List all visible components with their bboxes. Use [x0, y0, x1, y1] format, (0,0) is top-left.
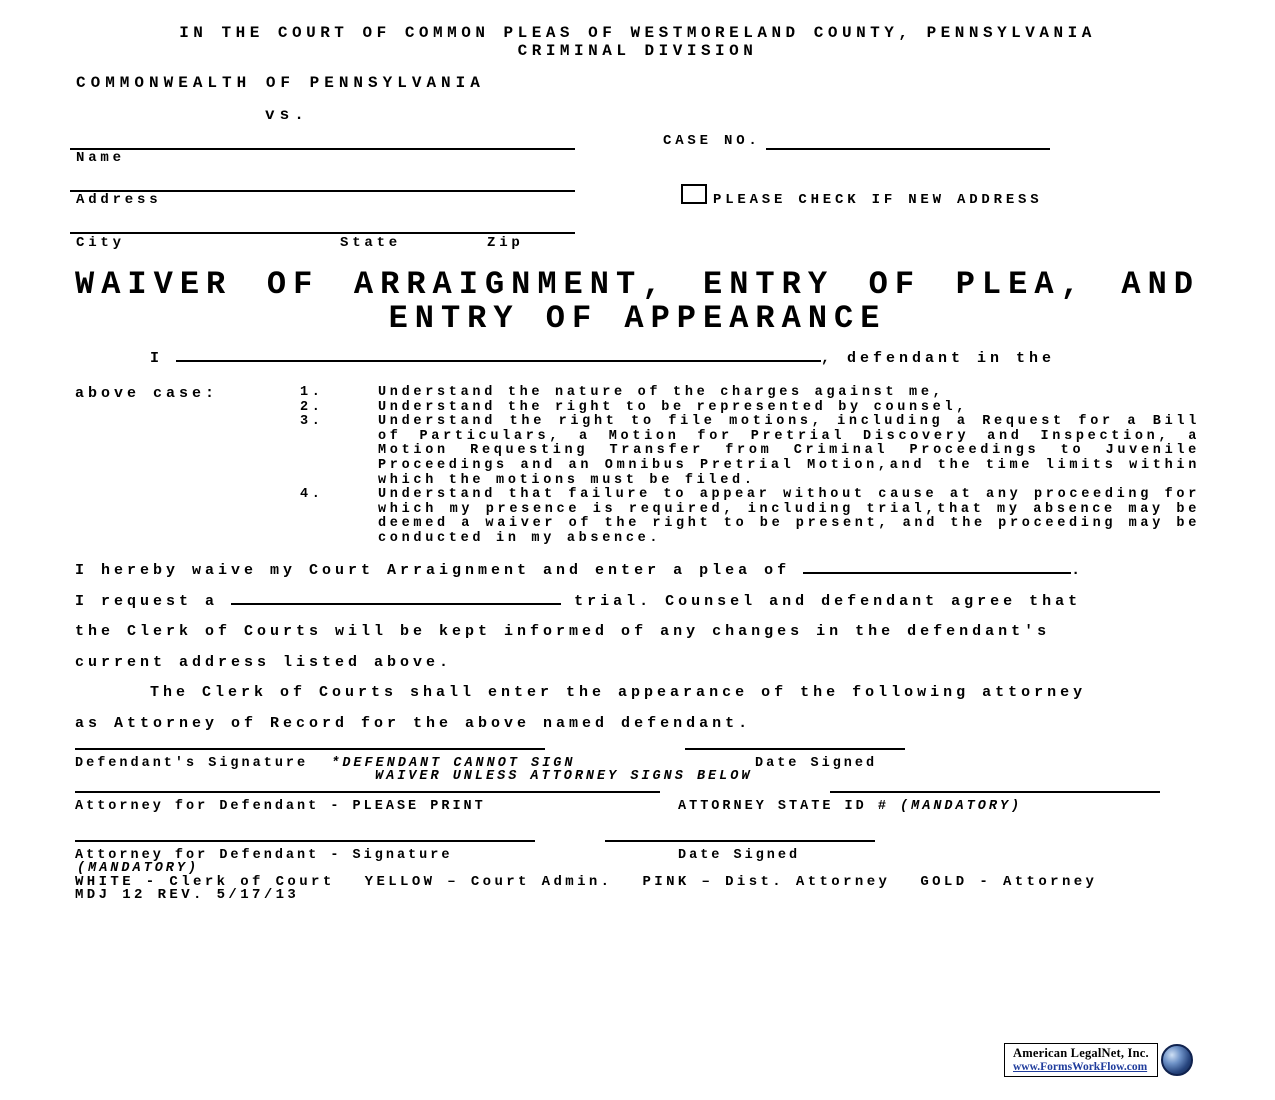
- clerk-paragraph: The Clerk of Courts shall enter the appearance of the following attorney as Attorney of Record for the above named defendant.: [75, 684, 1087, 732]
- form-title: [75, 268, 1200, 336]
- form-title-line2: ENTRY OF APPEARANCE: [388, 300, 887, 337]
- plea-period: .: [1071, 562, 1085, 579]
- item-number: 1.: [300, 385, 324, 400]
- zip-label: Zip: [487, 235, 524, 251]
- legalnet-badge-box: [1004, 1043, 1158, 1077]
- name-label: Name: [76, 150, 125, 166]
- attorney-signature-label: Attorney for Defendant - Signature: [75, 848, 453, 863]
- item-number: 4.: [300, 487, 324, 503]
- attorney-state-id-caption: [678, 799, 1022, 814]
- attorney-print-line[interactable]: [75, 791, 660, 793]
- mandatory-note-1: (MANDATORY): [900, 799, 1023, 814]
- court-name: IN THE COURT OF COMMON PLEAS OF WESTMORELAND COUNTY, PENNSYLVANIA: [179, 24, 1096, 42]
- date-signed-label-2: Date Signed: [678, 848, 801, 863]
- copy-pink: PINK – Dist. Attorney: [642, 874, 891, 890]
- copy-yellow: YELLOW – Court Admin.: [364, 874, 613, 890]
- formsworkflow-link[interactable]: www.FormsWorkFlow.com: [1013, 1061, 1148, 1073]
- mandatory-note-2: (MANDATORY): [77, 861, 200, 876]
- defendant-signature-label: Defendant's Signature: [75, 756, 320, 771]
- cannot-sign-warning-1: *DEFENDANT CANNOT SIGN: [331, 756, 576, 771]
- above-case-label: above case:: [75, 385, 219, 402]
- copy-distribution-line: [75, 874, 1200, 890]
- plea-prefix: I hereby waive my Court Arraignment and enter a plea of: [75, 562, 791, 579]
- waiver-paragraphs: [75, 556, 1200, 740]
- case-no-label: CASE NO.: [663, 133, 761, 149]
- attorney-state-id-label: ATTORNEY STATE ID #: [678, 799, 901, 814]
- item-text: Understand the right to file motions, including a Request for a Bill of Particulars, a Motion for Pretrial Discovery and Inspection, a Motion Requesting Transfer from Criminal Proceedings to Juvenile Proceedings and an Omnibus Pretrial Motion,and the time limits within which the motions must be filed.: [378, 414, 1200, 488]
- list-item: [300, 488, 1200, 546]
- attorney-state-id-line[interactable]: [830, 791, 1160, 793]
- request-prefix: I request a: [75, 592, 219, 610]
- trial-request-paragraph: [75, 587, 1105, 679]
- intro-i: I: [150, 350, 164, 367]
- plea-sentence: [75, 556, 1200, 587]
- address-label: Address: [76, 192, 162, 208]
- intro-line: [75, 350, 1200, 367]
- defendant-name-blank[interactable]: [176, 350, 821, 362]
- list-item: [300, 401, 1200, 416]
- item-number: 3.: [300, 414, 324, 430]
- acknowledgment-section: [75, 386, 1200, 547]
- item-number: 2.: [300, 399, 324, 415]
- copy-white: WHITE - Clerk of Court: [75, 874, 335, 890]
- division-name: CRIMINAL DIVISION: [517, 42, 758, 60]
- state-label: State: [340, 235, 402, 251]
- intro-suffix: , defendant in the: [821, 350, 1056, 367]
- new-address-checkbox[interactable]: [681, 184, 707, 204]
- date-signed-label-1: Date Signed: [755, 756, 878, 771]
- new-address-label: PLEASE CHECK IF NEW ADDRESS: [713, 192, 1043, 208]
- form-title-line1: WAIVER OF ARRAIGNMENT, ENTRY OF PLEA, AND: [75, 266, 1200, 303]
- acknowledgment-list: [300, 386, 1200, 547]
- american-legalnet-badge: [1004, 1043, 1193, 1077]
- city-state-zip-line[interactable]: [70, 232, 575, 234]
- copy-gold: GOLD - Attorney: [920, 874, 1098, 890]
- item-text: Understand the nature of the charges against me,: [378, 385, 945, 400]
- attorney-print-label: Attorney for Defendant - PLEASE PRINT: [75, 799, 486, 814]
- request-rest: trial. Counsel and defendant agree that the Clerk of Courts will be kept informed of any changes in the defendant's current address listed above.: [75, 592, 1082, 671]
- city-label: City: [76, 235, 125, 251]
- versus-label: vs.: [265, 106, 309, 124]
- trial-type-blank[interactable]: [231, 593, 561, 605]
- item-text: Understand that failure to appear without cause at any proceeding for which my presence is required, including trial,that my absence may be deemed a waiver of the right to be present, and the proceeding may be conducted in my absence.: [378, 487, 1200, 546]
- legalnet-company-name: American LegalNet, Inc.: [1013, 1046, 1149, 1060]
- globe-logo-icon: [1161, 1044, 1193, 1076]
- item-text: Understand the right to be represented by counsel,: [378, 399, 969, 415]
- form-revision-number: MDJ 12 REV. 5/17/13: [75, 887, 300, 903]
- date-signed-line-1[interactable]: [685, 748, 905, 750]
- document-header: [0, 24, 1275, 60]
- case-no-line[interactable]: [766, 148, 1050, 150]
- plea-blank[interactable]: [803, 562, 1071, 574]
- defendant-signature-line[interactable]: [75, 748, 545, 750]
- attorney-signature-line[interactable]: [75, 840, 535, 842]
- cannot-sign-warning-2: WAIVER UNLESS ATTORNEY SIGNS BELOW: [375, 769, 753, 784]
- plaintiff-name: COMMONWEALTH OF PENNSYLVANIA: [76, 74, 485, 92]
- defendant-name-line[interactable]: [70, 148, 575, 150]
- list-item: [300, 386, 1200, 401]
- signature-section: [75, 742, 1200, 901]
- date-signed-line-2[interactable]: [605, 840, 875, 842]
- list-item: [300, 415, 1200, 488]
